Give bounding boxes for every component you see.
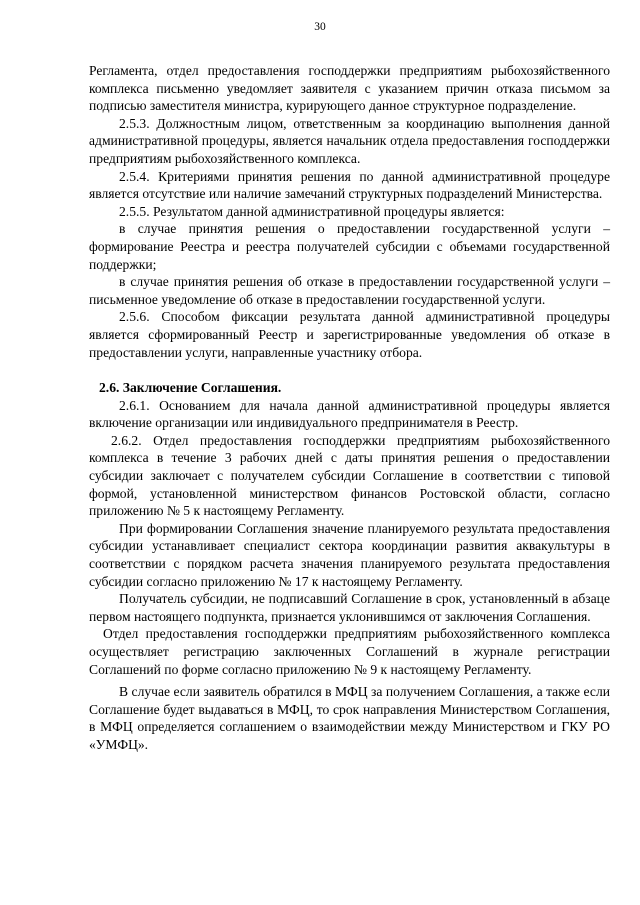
paragraph-mfc: В случае если заявитель обратился в МФЦ за получением Соглашения, а также если Соглашение будет выдаваться в МФЦ, то срок направления Министерством Соглашения, в МФЦ определяется соглашением о взаимодействии между Министерством и ГКУ РО «УМФЦ». — [89, 684, 610, 752]
paragraph-result-refusal: в случае принятия решения об отказе в предоставлении государственной услуги – письменное уведомление об отказе в предоставлении государственной услуги. — [89, 274, 610, 307]
page-body — [89, 62, 610, 754]
paragraph-2-5-4: 2.5.4. Критериями принятия решения по данной административной процедуре является отсутствие или наличие замечаний структурных подразделений Министерства. — [89, 168, 610, 202]
page-number: 30 — [314, 21, 326, 33]
paragraph-2-5-5: 2.5.5. Результатом данной административной процедуры является: — [119, 203, 505, 219]
section-heading-2-6: 2.6. Заключение Соглашения. — [99, 380, 282, 396]
paragraph-2-5-3: 2.5.3. Должностным лицом, ответственным за координацию выполнения данной административной процедуры, является начальник отдела предоставления господдержки предприятиям рыбохозяйственного комплекса. — [89, 115, 610, 166]
paragraph-registration: Отдел предоставления господдержки предприятиям рыбохозяйственного комплекса осуществляет регистрацию заключенных Соглашений в журнале регистрации Соглашений по форме согласно приложению № 9 к настоящему Регламенту. — [89, 626, 610, 677]
paragraph-2-5-6: 2.5.6. Способом фиксации результата данной административной процедуры является сформированный Реестр и зарегистрированные уведомления об отказе в предоставлении услуги, направленные участнику отбора. — [89, 309, 610, 360]
paragraph-1: Регламента, отдел предоставления господдержки предприятиям рыбохозяйственного комплекса письменно уведомляет заявителя с указанием причин отказа письмом за подписью заместителя министра, курирующего данное структурное подразделение. — [89, 63, 610, 114]
paragraph-2-6-1: 2.6.1. Основанием для начала данной административной процедуры является включение организации или индивидуального предпринимателя в Реестр. — [89, 397, 610, 431]
paragraph-evasion: Получатель субсидии, не подписавший Соглашение в срок, установленный в абзаце первом настоящего подпункта, признается уклонившимся от заключения Соглашения. — [89, 591, 610, 624]
paragraph-2-6-2: 2.6.2. Отдел предоставления господдержки предприятиям рыбохозяйственного комплекса в течение 3 рабочих дней с даты принятия решения о предоставлении субсидии заключает с получателем субсидии Соглашение в соответствии с типовой формой, установленной министерством финансов Ростовской области, согласно приложению № 5 к настоящему Регламенту. — [89, 432, 610, 519]
paragraph-agreement-forming: При формировании Соглашения значение планируемого результата предоставления субсидии устанавливает специалист сектора координации развития аквакультуры в соответствии с порядком расчета значения планируемого результата предоставления субсидии согласно приложению № 17 к настоящему Регламенту. — [89, 520, 610, 589]
paragraph-result-grant: в случае принятия решения о предоставлении государственной услуги – формирование Реестра и реестра получателей субсидии с объемами государственной поддержки; — [89, 221, 610, 272]
